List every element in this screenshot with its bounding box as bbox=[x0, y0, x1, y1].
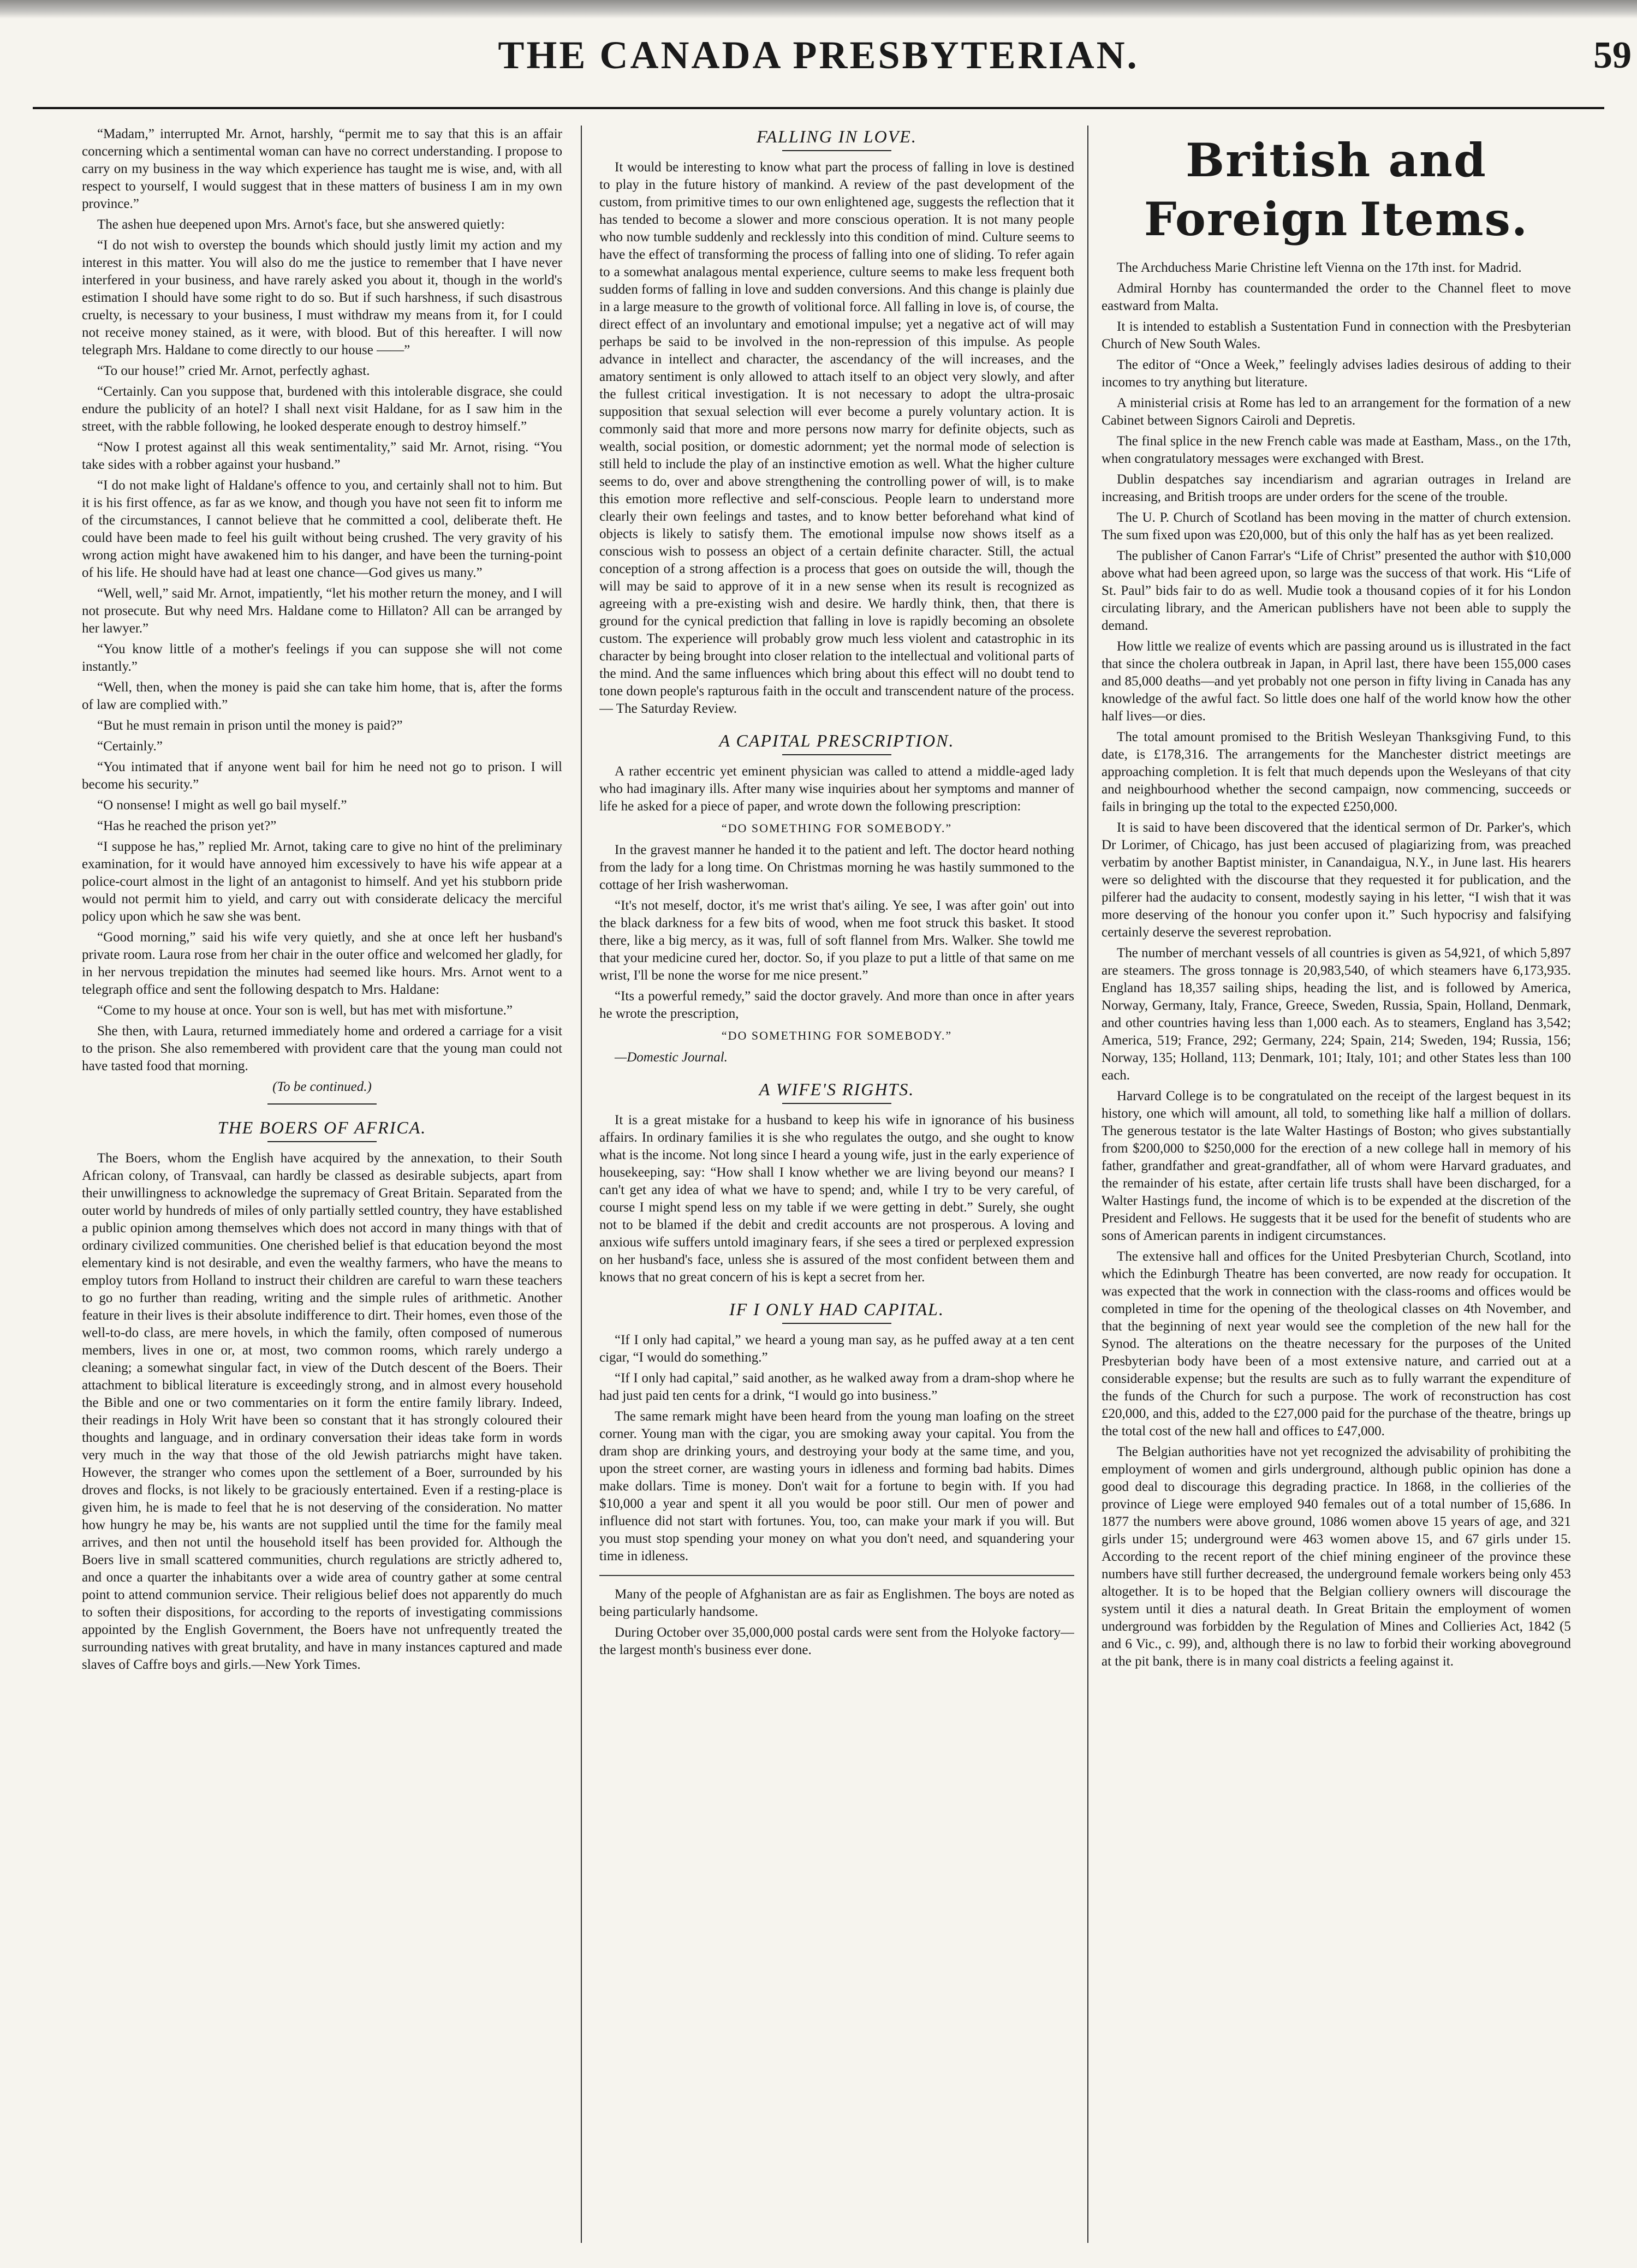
article-title-capital-prescription: A CAPITAL PRESCRIPTION. bbox=[719, 730, 955, 750]
prescription-motto: “DO SOMETHING FOR SOMEBODY.” bbox=[721, 821, 953, 835]
section-title-part: Items. bbox=[1360, 192, 1529, 246]
news-item: The Archduchess Marie Christine left Vienna on the 17th inst. for Madrid. bbox=[1117, 260, 1522, 276]
paragraph: “If I only had capital,” we heard a young man say, as he puffed away at a ten cent cigar, “I would do something.” bbox=[599, 1333, 1074, 1365]
article-body-boers bbox=[82, 1150, 562, 1674]
news-items-list bbox=[1102, 259, 1571, 1670]
article-title-wifes-rights: A WIFE'S RIGHTS. bbox=[759, 1079, 915, 1100]
paragraph: “Come to my house at once. Your son is well, but has met with misfortune.” bbox=[97, 1003, 513, 1018]
news-item: The U. P. Church of Scotland has been moving in the matter of church extension. The sum fixed upon was £20,000, but of this only the half has as yet been realized. bbox=[1102, 510, 1571, 543]
article-rule bbox=[782, 150, 891, 151]
paragraph: In the gravest manner he handed it to the patient and left. The doctor heard nothing from the lady for a long time. On Christmas morning he was hastily summoned to the cottage of her Irish washerwoman. bbox=[599, 843, 1074, 893]
article-rule bbox=[267, 1141, 377, 1142]
section-rule bbox=[599, 1575, 1074, 1576]
article-body-wifes-rights bbox=[599, 1112, 1074, 1286]
news-item: The total amount promised to the British Wesleyan Thanksgiving Fund, to this date, is £178,316. The arrangements for the Manchester district meetings are approaching completion. It is felt that much depends upon the Wesleyans of that city and neighbourhood whether the second campaign, now commencing, succeeds or fails in bringing up the total to the expected £250,000. bbox=[1102, 730, 1571, 815]
section-title-part: Foreign bbox=[1144, 192, 1349, 246]
to-be-continued: (To be continued.) bbox=[272, 1079, 372, 1094]
news-item: It is intended to establish a Sustentation Fund in connection with the Presbyterian Church of New South Wales. bbox=[1102, 319, 1571, 352]
article-rule bbox=[782, 1103, 891, 1104]
news-item: Harvard College is to be congratulated on the receipt of the largest bequest in its history, one which will amount, all told, to something like half a million of dollars. The generous testator is the late Walter Hastings of Boston; who gives substantially from $200,000 to $250,000 for the erection of a new college hall in memory of his father, grandfather and great-grandfather, all of whom were Harvard graduates, and the remainder of his estate, after certain life trusts shall have been discharged, for a Walter Hastings fund, the income of which is to be expended at the discretion of the President and Fellows. He suggests that it be used for the benefit of students who are sons of American parents in indigent circumstances. bbox=[1102, 1089, 1571, 1244]
paragraph: “Good morning,” said his wife very quietly, and she at once left her husband's private room. Laura rose from her chair in the outer office and welcomed her gladly, for in her nervous trepidation the minutes had seemed like hours. Mrs. Arnot went to a telegraph office and sent the following despatch to Mrs. Haldane: bbox=[82, 930, 562, 997]
paragraph: “O nonsense! I might as well go bail myself.” bbox=[97, 798, 347, 813]
section-title-part: British and bbox=[1186, 133, 1487, 187]
paragraph: “I do not make light of Haldane's offence to you, and certainly shall not to him. But it is his first offence, as far as we know, and though you have not seen fit to inform me of the circumstances, I cannot believe that he committed a cool, deliberate theft. He could have been made to feel his guilt without being crushed. The very gravity of his wrong action might have awakened him to his danger, and have been the turning-point of his life. He should have had at least one chance—God gives us many.” bbox=[82, 478, 562, 580]
paragraph: “You intimated that if anyone went bail for him he need not go to prison. I will become his security.” bbox=[82, 760, 562, 792]
article-body-falling-in-love bbox=[599, 159, 1074, 718]
paragraph: “But he must remain in prison until the money is paid?” bbox=[97, 718, 403, 733]
news-item: The extensive hall and offices for the United Presbyterian Church, Scotland, into which the Edinburgh Theatre has been converted, are now ready for occupation. It was expected that the work in connection with the class-rooms and offices would be completed in time for the opening of the theological classes on 4th November, and that the beginning of next year would see the completion of the new hall for the Synod. The alterations on the theatre necessary for the purposes of the United Presbyterian body have been of a most extensive nature, and carried out at a considerable expense; but the results are such as to fully warrant the expenditure of the funds of the Church for such a purpose. The work of reconstruction has cost £20,000, and this, added to the £27,000 paid for the purchase of the theatre, brings up the total cost of the new hall and offices to £47,000. bbox=[1102, 1249, 1571, 1439]
article-body-capital-prescription bbox=[599, 763, 1074, 815]
news-item: The final splice in the new French cable was made at Eastham, Mass., on the 17th, when congratulatory messages were exchanged with Brest. bbox=[1102, 434, 1571, 467]
news-item: The editor of “Once a Week,” feelingly advises ladies desirous of adding to their incomes to try anything but literature. bbox=[1102, 357, 1571, 390]
paragraph: The same remark might have been heard from the young man loafing on the street corner. Young man with the cigar, you are smoking away your capital. You from the dram shop are drinking yours, and destroying your body at the same time, and you, upon the street corner, are wasting yours in idleness and forming bad habits. Dimes make dollars. Time is money. Don't wait for a fortune to begin with. If you had $10,000 a year and spent it all you would be poor still. Our men of power and influence did not start with fortunes. You, too, can make your mark if you will. But you must stop spending your money on what you don't need, and squandering your time in idleness. bbox=[599, 1409, 1074, 1564]
paragraph: It would be interesting to know what part the process of falling in love is destined to play in the future history of mankind. A review of the past development of the custom, from primitive times to our own enlightened age, suggests the reflection that it has tended to become a slower and more conscious operation. It is not many people who now tumble suddenly and recklessly into this condition of mind. Culture seems to have the effect of transforming the process of falling into one of sliding. To refer again to a somewhat analagous mental experience, culture seems to make less frequent both sudden forms of falling in love and sudden conversions. And this change is plainly due in a large measure to the growth of volitional force. All falling in love is, of course, the direct effect of an involuntary and emotional impulse; yet a negative act of will may perhaps be said to be involved in the non-repression of this impulse. As people advance in intellect and character, the ascendancy of the will increases, and the amatory sentiment is only allowed to attach itself to an object very slowly, and after the fullest critical investigation. It is not necessary to adopt the ultra-prosaic supposition that sexual selection will ever become a purely voluntary action. It is commonly said that more and more persons now marry for definite objects, such as wealth, social position, or domestic adornment; yet the normal mode of selection is still held to include the play of an instinctive emotion as well. What the higher culture seems to do, over and above strengthening the controlling power of will, is to make this emotion more reflective and self-conscious. People learn to understand more clearly their own feelings and tastes, and to know better beforehand what kind of objects is likely to satisfy them. The emotional impulse now shows itself as a conscious wish to possess an object of a certain definite character. Still, the actual conception of a strong affection is a process that goes on outside the will, though the will may be said to approve of it in a new sense when its result is recognized as agreeing with a pre-existing wish and desire. We hardly think, then, that there is ground for the cynical prediction that falling in love is rapidly becoming an obsolete custom. The experience will probably grow much less violent and catastrophic in its character by being brought into closer relation to the intellectual and volitional parts of the mind. And the same influences which bring about this effect will no doubt tend to tone down people's rapturous faith in the occult and transcendent nature of the process.— The Saturday Review. bbox=[599, 159, 1074, 716]
page-number: 59 bbox=[1593, 34, 1632, 76]
article-credit: —Domestic Journal. bbox=[615, 1050, 728, 1065]
paragraph: “To our house!” cried Mr. Arnot, perfectly aghast. bbox=[97, 363, 370, 378]
paragraph: “I do not wish to overstep the bounds which should justly limit my action and my interest in this matter. You will also do me the justice to remember that I have never interfered in your business, and have rarely asked you about it, though in the world's estimation I should have some right to do so. But if such harshness, if such disastrous cruelty, is necessary to your business, I must withdraw my means from it, for I could not receive money stained, as it were, with blood. But of this hereafter. I will now telegraph Mrs. Haldane to come directly to our house ——” bbox=[82, 238, 562, 357]
item-afghanistan: Many of the people of Afghanistan are as fair as Englishmen. The boys are noted as being particularly handsome. bbox=[599, 1587, 1074, 1620]
paragraph: “Certainly.” bbox=[97, 739, 163, 754]
column-3 bbox=[1102, 126, 1571, 2254]
masthead-title: THE CANADA PRESBYTERIAN. bbox=[498, 33, 1139, 77]
news-item: How little we realize of events which are passing around us is illustrated in the fact that since the cholera outbreak in Japan, in April last, there have been 155,000 cases and 85,000 deaths—and yet probably not one person in fifty living in Canada has any knowledge of the awful fact. So little does one half of the world know how the other half lives—or dies. bbox=[1102, 639, 1571, 724]
paragraph: It is a great mistake for a husband to keep his wife in ignorance of his business affairs. In ordinary families it is she who regulates the outgo, and she ought to know what is the income. Not long since I heard a young wife, just in the early experience of housekeeping, say: “How shall I know whether we are living beyond our means? I can't get any idea of what we have to spend; and, while I try to be very careful, of course I might spend less on my table if we were getting in debt.” Surely, she ought not to be blamed if the debit and credit accounts are not prosperous. A loving and anxious wife suffers untold imaginary fears, if she sees a tired or perplexed expression on her husband's face, unless she is assured of the most confident between them and knows that no great concern of his is kept a secret from her. bbox=[599, 1113, 1074, 1285]
story-continuation bbox=[82, 126, 562, 1075]
article-rule bbox=[267, 1103, 377, 1105]
paragraph: “You know little of a mother's feelings if you can suppose she will not come instantly.” bbox=[82, 642, 562, 674]
article-body-if-only-capital bbox=[599, 1332, 1074, 1565]
paragraph: “Its a powerful remedy,” said the doctor gravely. And more than once in after years he wrote the prescription, bbox=[599, 989, 1074, 1022]
paragraph: “It's not meself, doctor, it's me wrist that's ailing. Ye see, I was after goin' out into the black darkness for a few bits of wood, when me foot struck this basket. It stood there, like a big mercy, as it was, full of soft flannel from Mrs. Walker. She towld me that your medicine cured her, doctor. So, if you plaze to put a little of that same on me wrist, I'll be none the worse for me nice present.” bbox=[599, 898, 1074, 983]
news-item: Admiral Hornby has countermanded the order to the Channel fleet to move eastward from Malta. bbox=[1102, 281, 1571, 314]
paragraph: “If I only had capital,” said another, as he walked away from a dram-shop where he had just paid ten cents for a drink, “I would go into business.” bbox=[599, 1371, 1074, 1404]
scan-top-edge bbox=[0, 0, 1637, 19]
column-divider bbox=[1087, 126, 1088, 2243]
paragraph: The Boers, whom the English have acquired by the annexation, to their South African colony, of Transvaal, can hardly be classed as desirable subjects, apart from their unwillingness to acknowledge the supremacy of Great Britain. Separated from the outer world by hundreds of miles of only partially settled country, they have established a public opinion among themselves which does not accord in many things with that of ordinary civilized communities. One cherished belief is that education beyond the most elementary kind is not desirable, and even the wealthy farmers, who have the means to employ tutors from Holland to instruct their children are careful to warn these teachers to go no further than reading, writing and the simple rules of arithmetic. Another feature in their lives is their absolute indifference to dirt. Their homes, even those of the well-to-do class, are mere hovels, in which the family, often composed of numerous members, lives in one or, at most, two common rooms, which rarely undergo a cleaning; a somewhat singular fact, in view of the Dutch descent of the Boers. Their attachment to biblical literature is exceedingly strong, and in almost every household the Bible and one or two commentaries on it form the entire family library. Indeed, their readings in Holy Writ have been so constant that it has strongly coloured their thoughts and language, and in ordinary conversation their ideas take form in words very much in the way that those of the old Jewish patriarchs might have taken. However, the stranger who comes upon the settlement of a Boer, surrounded by his droves and flocks, is not likely to be graciously entertained. Even if a resting-place is given him, he is made to feel that he is not deserving of the consideration. No matter how hungry he may be, his wants are not supplied until the time for the family meal arrives, and then not until the household itself has been provided for. Although the Boers live in small scattered communities, church regulations are strictly adhered to, and once a quarter the inhabitants over a wide area of country gather at some central point to attend communion service. Their religious belief does not apparently do much to soften their dispositions, for according to the reports of investigating commissions appointed by the English Government, the Boers have not unfrequently treated the surrounding natives with great brutality, and have in many instances captured and made slaves of Caffre boys and girls.—New York Times. bbox=[82, 1150, 562, 1672]
column-1 bbox=[82, 126, 562, 2254]
news-item: Dublin despatches say incendiarism and agrarian outrages in Ireland are increasing, and British troops are under orders for the scene of the trouble. bbox=[1102, 472, 1571, 505]
article-title-if-only-capital: IF I ONLY HAD CAPITAL. bbox=[729, 1299, 944, 1320]
article-title-boers: THE BOERS OF AFRICA. bbox=[217, 1118, 427, 1137]
news-item: The publisher of Canon Farrar's “Life of Christ” presented the author with $10,000 above what had been agreed upon, so large was the success of that work. His “Life of St. Paul” bids fair to do as well. Mudie took a thousand copies of it for his London circulating library, and the American publishers have not been able to supply the demand. bbox=[1102, 548, 1571, 634]
item-postal-cards: During October over 35,000,000 postal cards were sent from the Holyoke factory—the largest month's business ever done. bbox=[599, 1625, 1074, 1658]
article-body-capital-prescription-2 bbox=[599, 841, 1074, 1023]
news-item: A ministerial crisis at Rome has led to an arrangement for the formation of a new Cabinet between Signors Cairoli and Depretis. bbox=[1102, 396, 1571, 428]
paragraph: “Well, then, when the money is paid she can take him home, that is, after the forms of law are complied with.” bbox=[82, 680, 562, 712]
paragraph: “Now I protest against all this weak sentimentality,” said Mr. Arnot, rising. “You take sides with a robber against your husband.” bbox=[82, 440, 562, 472]
paragraph: “Certainly. Can you suppose that, burdened with this intolerable disgrace, she could endure the publicity of an hotel? I shall next visit Haldane, for as I saw him in the street, with the rabble following, he looked desperate enough to destroy himself.” bbox=[82, 384, 562, 434]
paragraph: A rather eccentric yet eminent physician was called to attend a middle-aged lady who had imaginary ills. After many wise inquiries about her symptoms and manner of life he asked for a piece of paper, and wrote down the following prescription: bbox=[599, 763, 1074, 814]
section-title-british-foreign-items bbox=[1102, 131, 1571, 248]
article-rule bbox=[782, 754, 891, 755]
column-divider bbox=[581, 126, 582, 2243]
paragraph: “I suppose he has,” replied Mr. Arnot, taking care to give no hint of the preliminary examination, for it would have annoyed him excessively to have his wife appear at a police-court almost in the light of an antagonist to himself. And yet his stubborn pride would not permit him to yield, and carry out with considerate delicacy the merciful policy upon which he saw she was bent. bbox=[82, 839, 562, 924]
paragraph: She then, with Laura, returned immediately home and ordered a carriage for a visit to the prison. She also remembered with provident care that the young man could not have tasted food that morning. bbox=[82, 1024, 562, 1073]
news-item: The number of merchant vessels of all countries is given as 54,921, of which 5,897 are steamers. The gross tonnage is 20,983,540, of which steamers have 6,173,935. England has 18,357 sailing ships, heading the list, and is followed by America, Norway, Germany, Italy, France, Greece, Sweden, Russia, Spain, Holland, Denmark, and other countries having less than 1,000 each. As to steamers, England has 3,542; America, 519; France, 292; Germany, 224; Spain, 214; Sweden, 194; Russia, 156; Norway, 135; Holland, 113; Denmark, 101; Italy, 101; and other States less than 100 each. bbox=[1102, 946, 1571, 1083]
article-title-falling-in-love: FALLING IN LOVE. bbox=[757, 127, 917, 146]
paragraph: “Madam,” interrupted Mr. Arnot, harshly, “permit me to say that this is an affair concerning which a sentimental woman can have no correct understanding. I propose to carry on my business in the way which experience has taught me is wise, and, with all respect to yourself, I would suggest that in these matters of business I am in my own province.” bbox=[82, 127, 562, 211]
paragraph: “Has he reached the prison yet?” bbox=[97, 819, 277, 833]
paragraph: “Well, well,” said Mr. Arnot, impatiently, “let his mother return the money, and I will not prosecute. But why need Mrs. Haldane come to Hillaton? All can be arranged by her lawyer.” bbox=[82, 586, 562, 636]
prescription-motto: “DO SOMETHING FOR SOMEBODY.” bbox=[721, 1029, 953, 1043]
news-item: It is said to have been discovered that the identical sermon of Dr. Parker's, which Dr Lorimer, of Chicago, has just been accused of plagiarizing from, was preached verbatim by another Baptist minister, in Canandaigua, N.Y., in June last. His hearers were so delighted with the discourse that they requested it for publication, and the pilferer had the audacity to consent, modestly saying in his letter, “I wish that it was more deserving of the honour you confer upon it.” Such hypocrisy and falsifying certainly deserve the severest reprobation. bbox=[1102, 820, 1571, 940]
news-item: The Belgian authorities have not yet recognized the advisability of prohibiting the employment of women and girls underground, although public opinion has done a good deal to discourage this degrading practice. In 1868, in the collieries of the province of Liege were employed 940 females out of a total number of 15,686. In 1877 the numbers were above ground, 1086 women above 15 years of age, and 321 girls under 15; underground were 463 women above 15, and 67 girls under 15. According to the recent report of the chief mining engineer of the province these numbers have still further decreased, the underground female workers being only 453 altogether. It is to be hoped that the Belgian colliery owners will discourage the system until it dies a natural death. In Great Britain the employment of women underground was forbidden by the Regulation of Mines and Collieries Act, 1842 (5 and 6 Vic., c. 99), and, although there is no law to forbid their working aboveground at the pit bank, there is in many coal districts a feeling against it. bbox=[1102, 1445, 1571, 1669]
article-rule bbox=[782, 1323, 891, 1324]
column-2 bbox=[599, 126, 1074, 2254]
header-rule bbox=[33, 107, 1604, 109]
paragraph: The ashen hue deepened upon Mrs. Arnot's face, but she answered quietly: bbox=[97, 217, 505, 232]
